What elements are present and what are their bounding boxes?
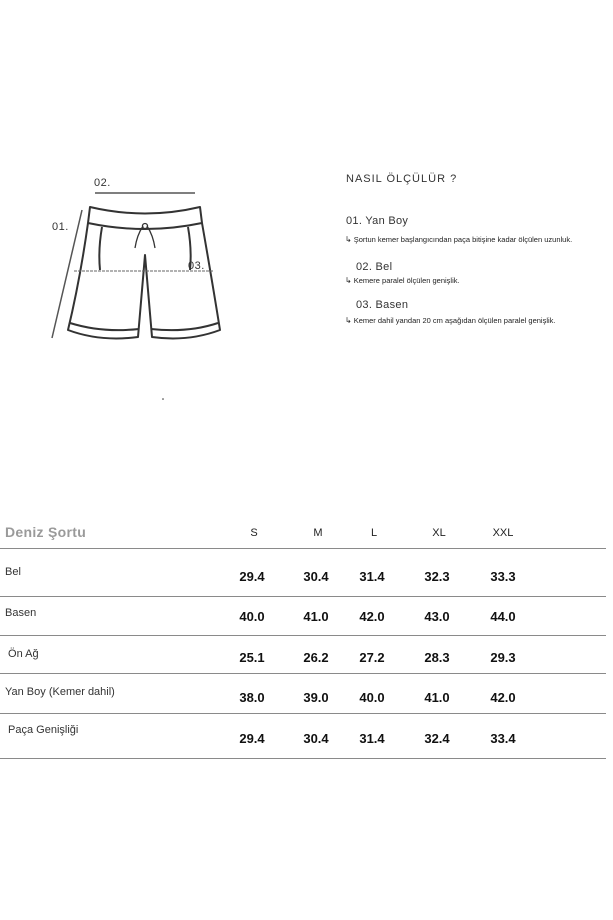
label-03: 03. xyxy=(188,260,205,272)
shorts-outline xyxy=(68,207,220,338)
size-header-s: S xyxy=(250,527,258,539)
table-divider xyxy=(0,673,606,674)
instruction-heading-hip: 03. Basen xyxy=(356,299,409,311)
drawstring xyxy=(135,224,155,249)
instruction-heading-length: 01. Yan Boy xyxy=(346,215,409,227)
row-label-front-rise: Ön Ağ xyxy=(5,648,39,660)
size-header-m: M xyxy=(313,527,323,539)
table-divider xyxy=(0,758,606,759)
dot-mark xyxy=(162,398,164,400)
table-divider xyxy=(0,635,606,636)
label-01: 01. xyxy=(52,221,69,233)
table-divider xyxy=(0,548,606,549)
size-header-l: L xyxy=(370,527,378,539)
row-label-waist: Bel xyxy=(5,566,21,578)
table-divider xyxy=(0,713,606,714)
table-cell: 29.4 xyxy=(239,569,265,584)
table-cell: 32.3 xyxy=(424,569,450,584)
label-02: 02. xyxy=(94,177,111,189)
shorts-diagram xyxy=(40,180,240,410)
table-cell: 30.4 xyxy=(303,569,329,584)
table-cell: 33.3 xyxy=(490,569,516,584)
instruction-desc-length: ↳ Şortun kemer başlangıcından paça bitişine kadar ölçülen uzunluk. xyxy=(345,235,573,244)
table-cell: 25.1 xyxy=(239,650,265,665)
table-cell: 39.0 xyxy=(303,690,329,705)
table-cell: 42.0 xyxy=(490,690,516,705)
table-cell: 29.4 xyxy=(239,731,265,746)
how-to-measure-title: NASIL ÖLÇÜLÜR ? xyxy=(346,173,458,185)
table-cell: 33.4 xyxy=(490,731,516,746)
table-cell: 38.0 xyxy=(239,690,265,705)
table-cell: 28.3 xyxy=(424,650,450,665)
table-cell: 27.2 xyxy=(359,650,385,665)
row-label-hip: Basen xyxy=(5,607,37,619)
table-cell: 42.0 xyxy=(359,609,385,624)
table-cell: 41.0 xyxy=(303,609,329,624)
table-cell: 31.4 xyxy=(359,731,385,746)
arrow-return-icon: ↳ xyxy=(345,276,352,285)
table-cell: 43.0 xyxy=(424,609,450,624)
table-divider xyxy=(0,596,606,597)
table-cell: 41.0 xyxy=(424,690,450,705)
table-cell: 29.3 xyxy=(490,650,516,665)
table-cell: 32.4 xyxy=(424,731,450,746)
arrow-return-icon: ↳ xyxy=(345,235,352,244)
size-header-xxl: XXL xyxy=(492,527,514,539)
row-label-leg-opening: Paça Genişliği xyxy=(5,724,79,736)
instruction-desc-waist: ↳ Kemere paralel ölçülen genişlik. xyxy=(345,276,460,285)
table-cell: 40.0 xyxy=(359,690,385,705)
arrow-return-icon: ↳ xyxy=(345,316,352,325)
table-cell: 31.4 xyxy=(359,569,385,584)
table-cell: 44.0 xyxy=(490,609,516,624)
size-header-xl: XL xyxy=(432,527,446,539)
instruction-desc-hip: ↳ Kemer dahil yandan 20 cm aşağıdan ölçülen paralel genişlik. xyxy=(345,316,556,325)
table-cell: 40.0 xyxy=(239,609,265,624)
table-cell: 26.2 xyxy=(303,650,329,665)
row-label-side-length: Yan Boy (Kemer dahil) xyxy=(5,686,115,698)
instruction-heading-waist: 02. Bel xyxy=(356,261,393,273)
table-title: Deniz Şortu xyxy=(5,524,87,540)
table-cell: 30.4 xyxy=(303,731,329,746)
